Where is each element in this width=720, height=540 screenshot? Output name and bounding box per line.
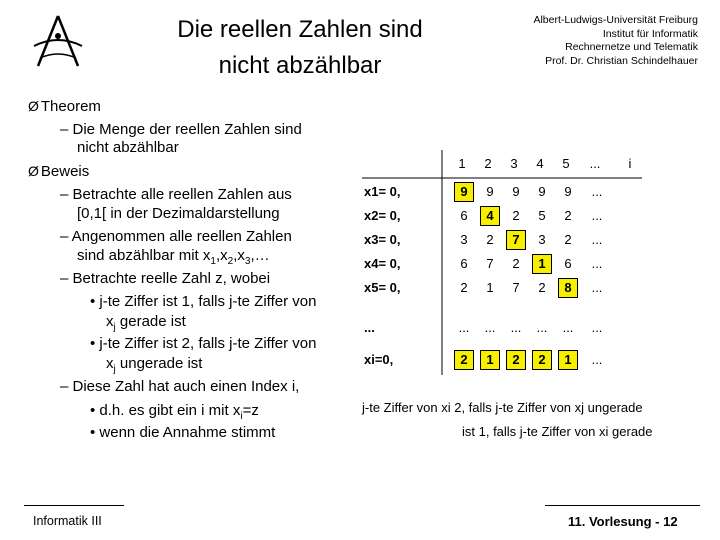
- footer-divider-left: [24, 505, 124, 506]
- slide-title: [140, 12, 460, 84]
- row-label: x3= 0,: [364, 232, 401, 247]
- table-cell: 5: [538, 208, 546, 223]
- proof-item: sind abzählbar mit $x_1,x_2,x_3,\dots$: [77, 247, 270, 267]
- table-cell: 2: [564, 232, 572, 247]
- title-line-1: Die reellen Zahlen sind: [177, 16, 423, 43]
- table-cell: ...: [591, 256, 603, 271]
- table-cell: 9: [512, 184, 520, 199]
- table-cell: 2: [512, 208, 520, 223]
- arrow-bullet-icon: Ø: [28, 98, 39, 114]
- table-cell: 1: [558, 350, 578, 370]
- table-cell: 3: [538, 232, 546, 247]
- table-cell: 2: [532, 350, 552, 370]
- footer-divider-right: [545, 505, 700, 506]
- table-cell: 2: [460, 280, 468, 295]
- proof-subitem: • j-te Ziffer ist 1, falls j-te Ziffer von: [90, 293, 317, 310]
- footer-course: Informatik III: [33, 514, 102, 528]
- column-header: 2: [484, 156, 492, 171]
- professor-name: Prof. Dr. Christian Schindelhauer: [545, 54, 698, 67]
- table-cell: 3: [460, 232, 468, 247]
- table-cell: 8: [558, 278, 578, 298]
- proof-heading: Ø Beweis: [28, 163, 90, 180]
- table-cell: 9: [564, 184, 572, 199]
- institution-block: [468, 14, 698, 68]
- column-header: 5: [562, 156, 570, 171]
- table-cell: 1: [532, 254, 552, 274]
- table-cell: ...: [458, 320, 470, 335]
- table-cell: 1: [486, 280, 494, 295]
- department-name: Rechnernetze und Telematik: [565, 41, 698, 53]
- table-cell: ...: [562, 320, 574, 335]
- table-cell: 4: [480, 206, 500, 226]
- table-cell: 7: [486, 256, 494, 271]
- row-label: ...: [364, 320, 375, 335]
- table-cell: 1: [480, 350, 500, 370]
- theorem-text-cont: nicht abzählbar: [77, 139, 179, 156]
- table-cell: 9: [486, 184, 494, 199]
- table-cell: 6: [460, 256, 468, 271]
- proof-subitem: $x_j$ gerade ist: [106, 313, 186, 333]
- table-caption-1: j-te Ziffer von xi 2, falls j-te Ziffer von xj ungerade: [362, 400, 643, 415]
- column-header: 1: [458, 156, 466, 171]
- table-cell: 2: [454, 350, 474, 370]
- proof-item: – Betrachte reelle Zahl z, wobei: [60, 270, 271, 287]
- table-cell: 2: [538, 280, 546, 295]
- table-cell: 7: [506, 230, 526, 250]
- table-caption-2: ist 1, falls j-te Ziffer von xi gerade: [462, 424, 653, 439]
- row-label: xi=0,: [364, 352, 394, 367]
- proof-subitem: $x_j$ ungerade ist: [106, 355, 203, 375]
- diagonal-table: [362, 150, 642, 380]
- column-header: ...: [589, 156, 601, 171]
- proof-item: – Betrachte alle reellen Zahlen aus: [60, 186, 292, 203]
- title-line-2: nicht abzählbar: [218, 52, 382, 79]
- proof-item: – Angenommen alle reellen Zahlen: [60, 228, 292, 245]
- proof-item: – Diese Zahl hat auch einen Index i,: [60, 378, 300, 395]
- row-label: x4= 0,: [364, 256, 401, 271]
- table-cell: 2: [564, 208, 572, 223]
- column-header: i: [628, 156, 632, 171]
- table-cell: ...: [484, 320, 496, 335]
- row-label: x2= 0,: [364, 208, 401, 223]
- table-cell: 9: [454, 182, 474, 202]
- table-cell: 2: [512, 256, 520, 271]
- table-cell: 6: [460, 208, 468, 223]
- table-cell: ...: [591, 352, 603, 367]
- table-cell: 2: [506, 350, 526, 370]
- footer-page-number: 11. Vorlesung - 12: [568, 514, 678, 529]
- column-header: 4: [536, 156, 544, 171]
- row-label: x5= 0,: [364, 280, 401, 295]
- table-cell: ...: [591, 184, 603, 199]
- table-cell: ...: [591, 280, 603, 295]
- table-cell: 2: [486, 232, 494, 247]
- column-header: 3: [510, 156, 518, 171]
- proof-subitem: • wenn die Annahme stimmt: [90, 424, 276, 441]
- university-logo: [28, 12, 88, 70]
- table-cell: 6: [564, 256, 572, 271]
- proof-item: [0,1[ in der Dezimaldarstellung: [77, 205, 280, 222]
- proof-subitem: • d.h. es gibt ein i mit $x_i=z$: [90, 402, 259, 422]
- institute-name: Institut für Informatik: [602, 27, 698, 40]
- theorem-heading: Ø Theorem: [28, 98, 101, 115]
- table-cell: ...: [591, 232, 603, 247]
- table-cell: ...: [536, 320, 548, 335]
- row-label: x1= 0,: [364, 184, 401, 199]
- arrow-bullet-icon: Ø: [28, 163, 39, 179]
- table-cell: ...: [591, 208, 603, 223]
- table-cell: ...: [591, 320, 603, 335]
- theorem-text: – Die Menge der reellen Zahlen sind: [60, 121, 302, 138]
- table-cell: 9: [538, 184, 546, 199]
- table-cell: ...: [510, 320, 522, 335]
- proof-subitem: • j-te Ziffer ist 2, falls j-te Ziffer von: [90, 335, 317, 352]
- university-name: Albert-Ludwigs-Universität Freiburg: [533, 14, 698, 26]
- table-cell: 7: [512, 280, 520, 295]
